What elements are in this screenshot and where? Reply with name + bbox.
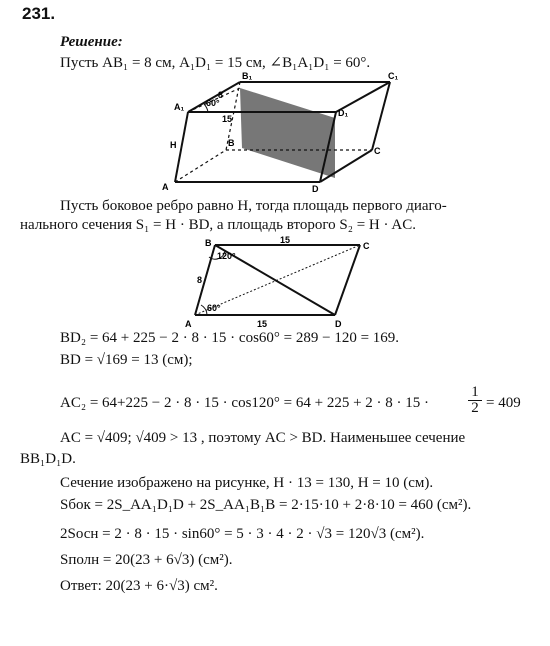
parallelepiped-figure [160,70,400,195]
eq-ac: AC = √409; √409 > 13 , поэтому AC > BD. Наименьшее сечение [60,430,466,446]
line-section: Сечение изображено на рисунке, H · 13 = 130, H = 10 (см). [60,475,434,491]
paragraph-line-2: нального сечения S₁ = H · BD, а площадь второго S₂ = H · AC. [20,217,416,233]
eq-ac-continued: BB₁D₁D. [20,451,76,467]
line-s-osn: 2Sосн = 2 · 8 · 15 · sin60° = 5 · 3 · 4 · 2 · √3 = 120√3 (см²). [60,526,425,542]
fig2-label-60: 60° [207,303,221,313]
line-answer: Ответ: 20(23 + 6·√3) см². [60,578,218,594]
parallelogram-figure [185,235,375,330]
given-line: Пусть AB₁ = 8 см, A₁D₁ = 15 см, ∠B₁A₁D₁ = 60°. [60,55,371,71]
eq-ac-squared-fraction [468,385,482,416]
fig1-label-c1: C₁ [388,71,399,81]
fig1-label-angle: 60° [206,98,220,108]
fig1-label-a: A [162,182,169,192]
fig1-label-h: H [170,140,177,150]
fig2-label-bottom-15: 15 [257,319,268,329]
fraction-numerator: 1 [468,385,482,401]
fig1-label-c: C [374,146,381,156]
line-s-poln: Sполн = 20(23 + 6√3) (см²). [60,552,233,568]
fig1-label-b1: B₁ [242,71,253,81]
fig1-label-d: D [312,184,319,194]
paragraph-line-1: Пусть боковое ребро равно H, тогда площадь первого диаго- [60,198,447,214]
eq-bd: BD = √169 = 13 (см); [60,352,193,368]
fig1-label-b: B [228,138,235,148]
fraction-denominator: 2 [471,400,479,416]
fig2-label-c: C [363,241,370,251]
fig2-label-d: D [335,319,342,329]
eq-bd-squared: BD₂ = 64 + 225 − 2 · 8 · 15 · cos60° = 289 − 120 = 169. [60,330,400,346]
solution-heading: Решение: [60,34,123,50]
eq-ac-squared-left: AC₂ = 64+225 − 2 · 8 · 15 · cos120° = 64 + 225 + 2 · 8 · 15 · [60,395,430,411]
fig2-label-a: A [185,319,192,329]
fig2-label-top-15: 15 [280,235,291,245]
fig2-label-b: B [205,238,212,248]
line-s-bok: Sбок = 2S_AA₁D₁D + 2S_AA₁B₁B = 2·15·10 + 2·8·10 = 460 (см²). [60,497,472,513]
fig1-label-a1: A₁ [174,102,185,112]
fig2-label-8: 8 [197,275,203,285]
fig2-label-120: 120° [217,251,236,261]
eq-ac-squared-right: = 409 [486,395,521,411]
diagonal-section-fill [240,88,335,178]
fig1-label-15: 15 [222,114,233,124]
fig1-label-8: 8 [218,90,224,100]
fig1-label-d1: D₁ [338,108,349,118]
problem-number: 231. [22,4,56,23]
